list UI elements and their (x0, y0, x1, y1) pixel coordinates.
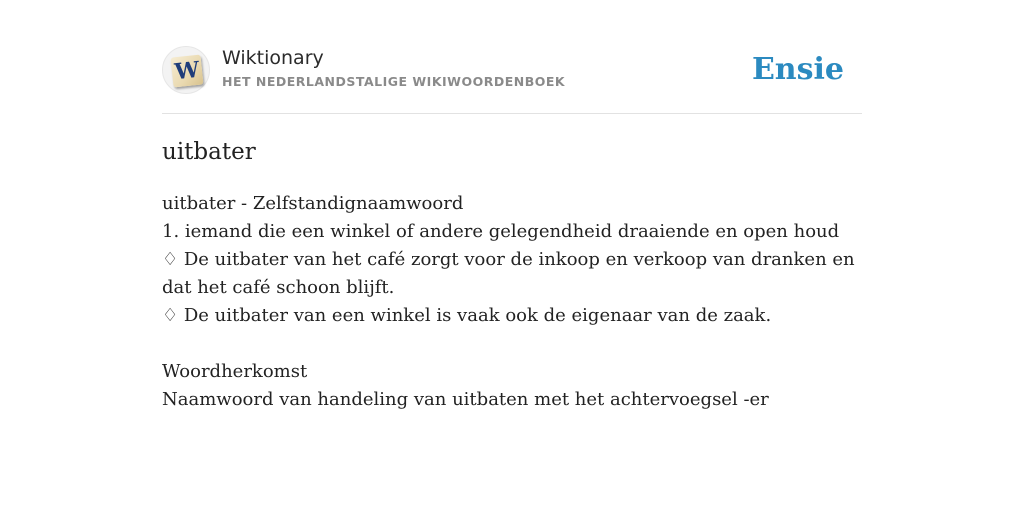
ensie-brand-logo[interactable]: Ensie (751, 52, 844, 87)
header-divider (162, 113, 862, 114)
definition-text: 1. iemand die een winkel of andere gelegendheid draaiende en open houd (162, 221, 840, 242)
site-name[interactable]: Wiktionary (222, 47, 324, 69)
logo-tile-icon (171, 55, 204, 88)
etymology-heading: Woordherkomst (162, 361, 308, 382)
example-sentence: ♢ De uitbater van het café zorgt voor de inkoop en verkoop van dranken en dat het café schoon blijft. (162, 249, 855, 298)
wiktionary-logo[interactable] (162, 46, 210, 94)
site-tagline: HET NEDERLANDSTALIGE WIKIWOORDENBOEK (222, 74, 566, 89)
example-sentence: ♢ De uitbater van een winkel is vaak ook de eigenaar van de zaak. (162, 305, 772, 326)
site-header (162, 46, 862, 96)
page-title: uitbater (162, 139, 256, 165)
page (162, 0, 862, 512)
logo-letter: W (173, 56, 201, 86)
etymology-text: Naamwoord van handeling van uitbaten met het achtervoegsel -er (162, 389, 769, 410)
section-spacer (162, 330, 862, 358)
definition-heading: uitbater - Zelfstandignaamwoord (162, 193, 464, 214)
entry-content (162, 190, 862, 414)
